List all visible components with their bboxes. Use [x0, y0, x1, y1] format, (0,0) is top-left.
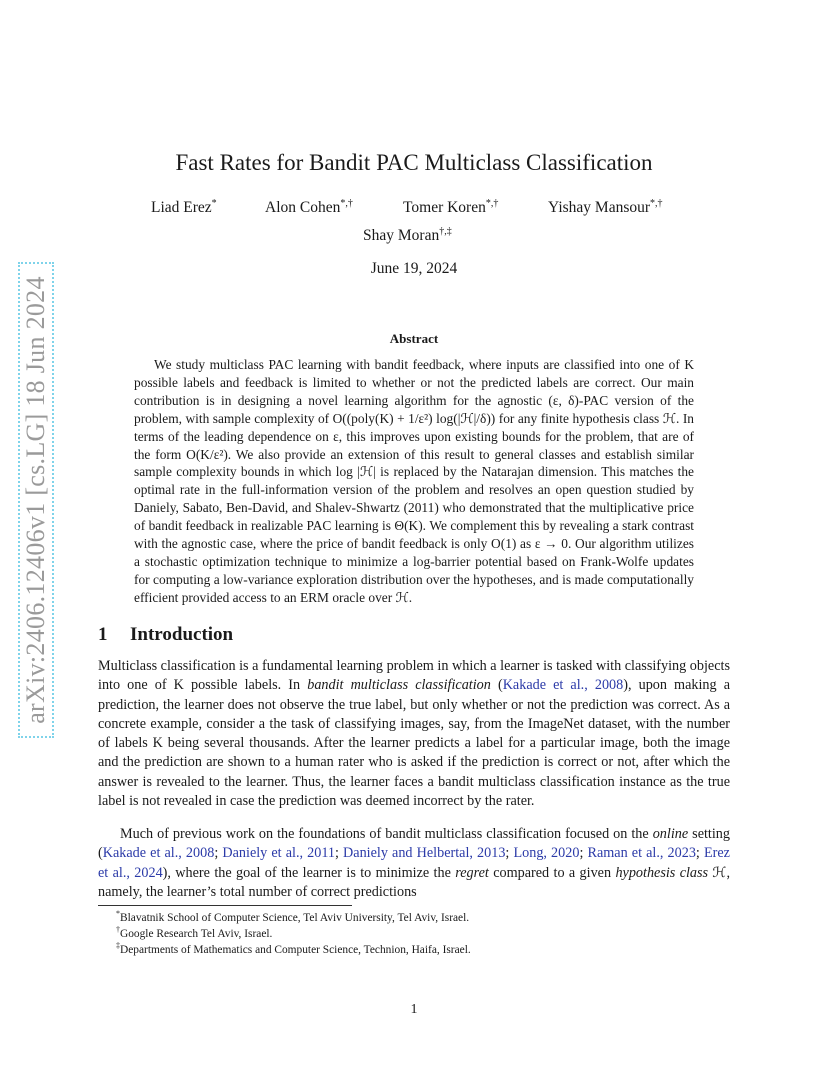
abstract-text: We study multiclass PAC learning with bandit feedback, where inputs are classified into one of K possible labels and feedback is limited to whether or not the predicted labels are correct. Our main contribution is in designing a novel learning algorithm for the agnostic (ε, δ)-PAC version of the problem, with sample complexity of O((poly(K) + 1/ε²) log(|ℋ|/δ)) for any finite hypothesis class ℋ. In terms of the leading dependence on ε, this improves upon existing bounds for the problem, that are of the form O(K/ε²). We also provide an extension of this result to general classes and establish similar sample complexity bounds in which log |ℋ| is replaced by the Natarajan dimension. This matches the optimal rate in the full-information version of the problem and resolves an open question studied by Daniely, Sabato, Ben-David, and Shalev-Shwartz (2011) who demonstrated that the multiplicative price of bandit feedback in realizable PAC learning is Θ(K). We complement this by revealing a stark contrast with the agnostic case, where the price of bandit feedback is only O(1) as ε → 0. Our algorithm utilizes a stochastic optimization technique to minimize a log-barrier potential based on Frank-Wolfe updates for computing a low-variance exploration distribution over the hypotheses, and is made computationally efficient provided access to an ERM oracle over ℋ. [134, 357, 694, 605]
page-number: 1 [410, 1002, 418, 1017]
emphasis: online [652, 826, 689, 842]
citation-link[interactable]: Erez et al., 2024 [98, 845, 730, 881]
footnote-mark: * [116, 909, 120, 918]
author-name: Yishay Mansour [548, 199, 651, 217]
author [363, 226, 452, 245]
footnote [116, 909, 469, 924]
text-run: setting ( [98, 826, 730, 862]
footnote-text: Google Research Tel Aviv, Israel. [120, 927, 273, 940]
citation-link[interactable]: Kakade et al., 2008 [502, 677, 624, 694]
citation-link[interactable]: Long, 2020 [513, 845, 580, 862]
emphasis: hypothesis class [615, 864, 709, 881]
author-affiliation-mark: * [211, 198, 217, 209]
text-run: ; [334, 845, 344, 862]
section-number: 1 [98, 624, 108, 645]
footnote-rule [98, 905, 352, 906]
author [265, 198, 353, 217]
text-run: Multiclass classification is a fundamental learning problem in which a learner is tasked with classifying objects into one of K possible labels. In [98, 658, 730, 694]
author-name: Alon Cohen [265, 199, 341, 217]
arxiv-stamp: arXiv:2406.12406v1 [cs.LG] 18 Jun 2024 [21, 276, 50, 724]
author-affiliation-mark: *,† [650, 198, 663, 209]
footnote [116, 925, 272, 940]
text-run: ; [214, 845, 223, 862]
text-run: ; [579, 845, 588, 862]
text-run: ; [695, 845, 704, 862]
author-name: Tomer Koren [403, 199, 486, 217]
section-heading [98, 624, 233, 646]
footnote-mark: ‡ [116, 941, 120, 950]
text-run: ( [490, 677, 503, 694]
paper-date: June 19, 2024 [370, 260, 458, 277]
author-affiliation-mark: *,† [485, 198, 499, 209]
citation-link[interactable]: Raman et al., 2023 [587, 845, 696, 862]
citation-link[interactable]: Daniely and Helbertal, 2013 [343, 845, 506, 862]
footnote-mark: † [116, 925, 120, 934]
text-run: ), upon making a prediction, the learner does not observe the true label, but only whether or not the prediction was correct. As a concrete example, consider a the task of classifying images, say, from the ImageNet dataset, with the number of labels K being several thousands. After the learner predicts a label for a particular image, both the image and the prediction are shown to a human rater who is asked if the prediction is correct or not, after which the answer is revealed to the learner. Thus, the learner faces a bandit multiclass classification instance as the true label is not revealed in case the prediction was deemed incorrect by the rater. [98, 677, 731, 810]
text-run: ℋ, namely, the learner’s total number of correct predictions [98, 864, 731, 900]
text-run: ), where the goal of the learner is to minimize the [162, 864, 456, 881]
intro-paragraph-1 [98, 657, 730, 811]
author-name: Shay Moran [363, 227, 440, 245]
author-affiliation-mark: †,‡ [439, 226, 452, 237]
footnote-text: Blavatnik School of Computer Science, Tel Aviv University, Tel Aviv, Israel. [120, 911, 470, 924]
footnote-text: Departments of Mathematics and Computer Science, Technion, Haifa, Israel. [120, 943, 471, 956]
emphasis: regret [455, 864, 489, 881]
author [403, 198, 498, 217]
text-run: ; [505, 845, 514, 862]
text-run: Much of previous work on the foundations of bandit multiclass classification focused on the [120, 826, 653, 842]
abstract-heading: Abstract [389, 331, 439, 346]
citation-link[interactable]: Kakade et al., 2008 [102, 845, 215, 862]
author-affiliation-mark: *,† [340, 198, 353, 209]
author [548, 198, 663, 217]
paper-title: Fast Rates for Bandit PAC Multiclass Classification [175, 150, 653, 175]
citation-link[interactable]: Daniely et al., 2011 [222, 845, 335, 862]
emphasis: bandit multiclass classification [307, 677, 491, 694]
footnote [116, 941, 471, 956]
text-run: compared to a given [488, 864, 616, 881]
author [151, 198, 217, 217]
author-name: Liad Erez [151, 199, 212, 217]
intro-paragraph-2 [98, 825, 730, 902]
section-title: Introduction [130, 624, 234, 645]
